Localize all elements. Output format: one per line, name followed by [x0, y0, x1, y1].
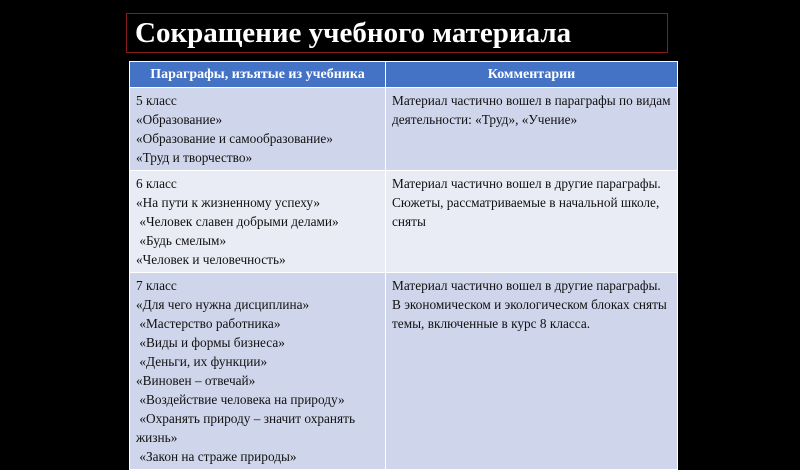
title-box: [126, 13, 668, 53]
paragraph-line: «Закон на страже природы»: [136, 449, 297, 464]
slide-title: Сокращение учебного материала: [135, 17, 572, 49]
content-table: [129, 61, 678, 470]
paragraph-line: «Будь смелым»: [136, 233, 227, 248]
paragraph-line: 6 класс: [136, 176, 177, 191]
paragraph-line: «Человек славен добрыми делами»: [136, 214, 339, 229]
comment-cell: Материал частично вошел в другие параграфы. Сюжеты, рассматриваемые в начальной школе, сняты: [386, 171, 678, 273]
paragraph-line: 7 класс: [136, 278, 177, 293]
paragraph-line: «Деньги, их функции»: [136, 354, 268, 369]
paragraph-line: «Для чего нужна дисциплина»: [136, 297, 310, 312]
table-row: [130, 273, 678, 470]
paragraph-line: «Виды и формы бизнеса»: [136, 335, 285, 350]
paragraph-line: «Образование и самообразование»: [136, 131, 333, 146]
paragraph-line: «Воздействие человека на природу»: [136, 392, 345, 407]
table-header-row: [130, 62, 678, 88]
paragraph-line: «Мастерство работника»: [136, 316, 281, 331]
paragraph-line: «Труд и творчество»: [136, 150, 253, 165]
paragraph-line: «Образование»: [136, 112, 223, 127]
comment-cell: Материал частично вошел в параграфы по видам деятельности: «Труд», «Учение»: [386, 88, 678, 171]
header-paragraphs: Параграфы, изъятые из учебника: [130, 62, 386, 88]
paragraph-line: «Виновен – отвечай»: [136, 373, 256, 388]
paragraph-line: «Охранять природу – значит охранять жизнь»: [136, 411, 359, 445]
table-row: [130, 88, 678, 171]
paragraph-line: 5 класс: [136, 93, 177, 108]
comment-cell: Материал частично вошел в другие параграфы. В экономическом и экологическом блоках сняты темы, включенные в курс 8 класса.: [386, 273, 678, 470]
table-row: [130, 171, 678, 273]
paragraph-line: «На пути к жизненному успеху»: [136, 195, 321, 210]
paragraphs-cell: [130, 171, 386, 273]
header-comments: Комментарии: [386, 62, 678, 88]
paragraphs-cell: [130, 273, 386, 470]
paragraphs-cell: [130, 88, 386, 171]
paragraph-line: «Человек и человечность»: [136, 252, 286, 267]
